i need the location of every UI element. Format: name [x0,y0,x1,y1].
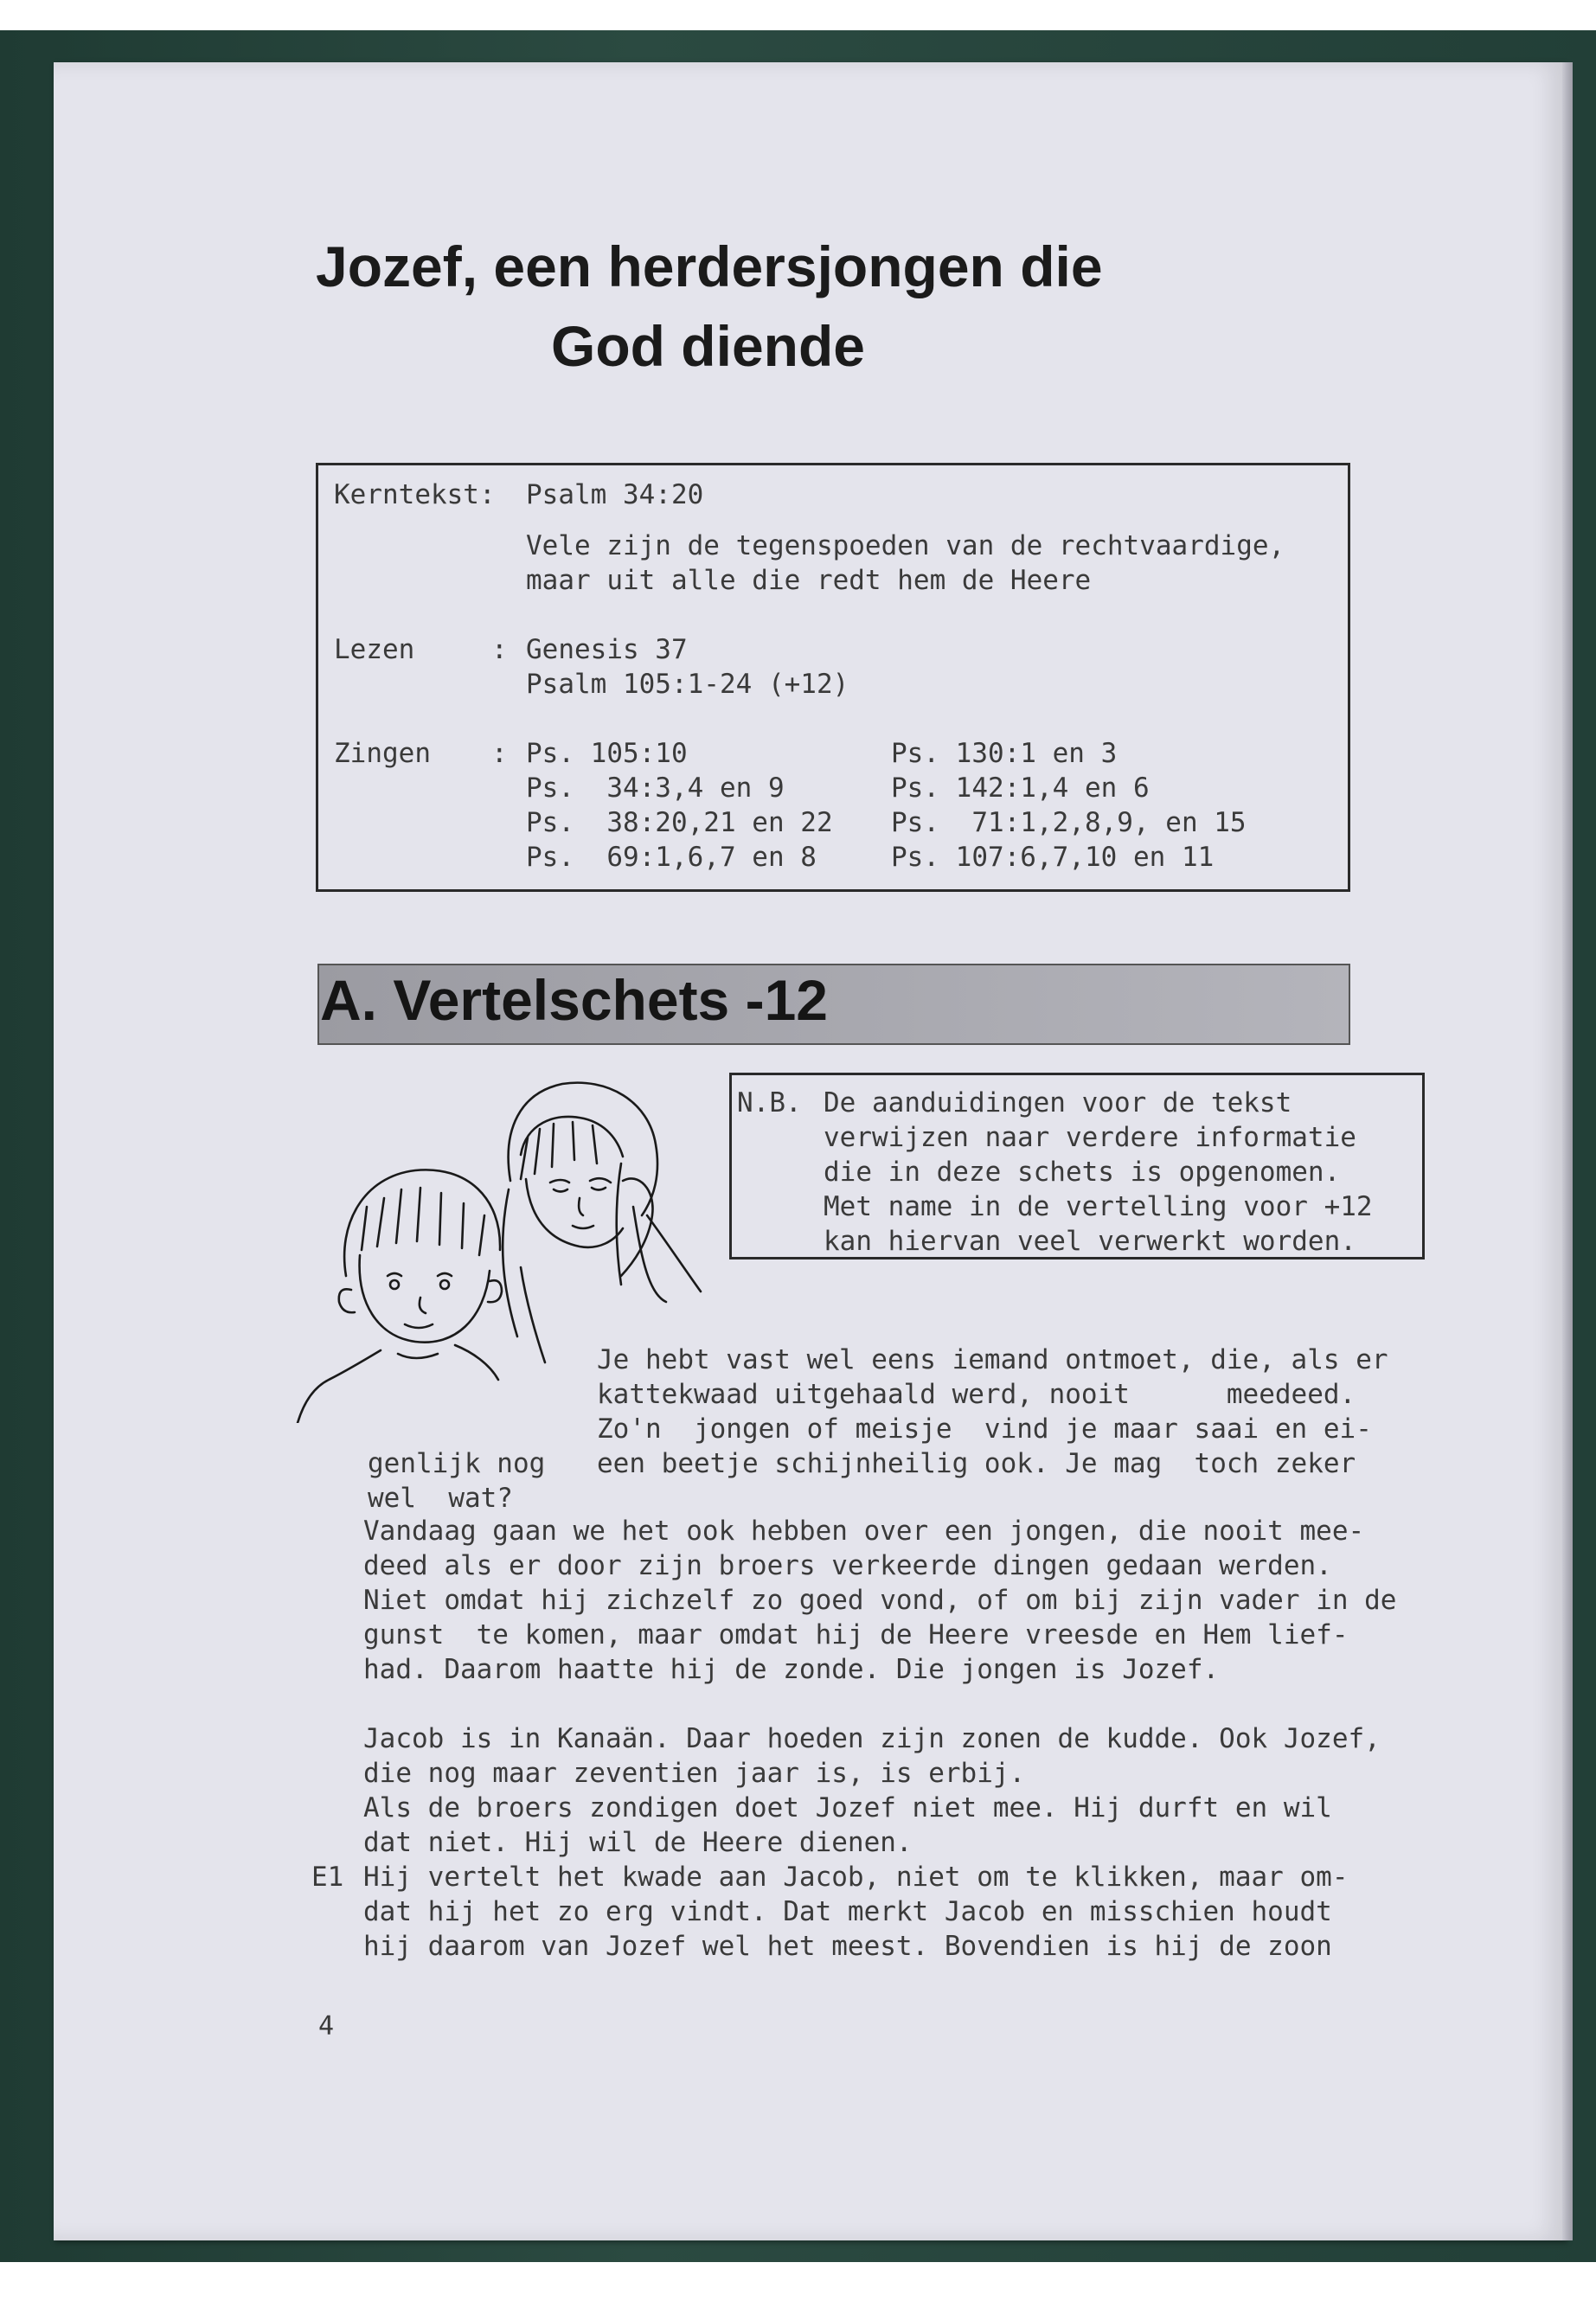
kerntekst-quote-2: maar uit alle die redt hem de Heere [526,565,1092,596]
page-number: 4 [318,2011,335,2041]
paragraph-4-line: Hij vertelt het kwade aan Jacob, niet om te klikken, maar om- [363,1862,1349,1893]
zingen-psalm: Ps. 107:6,7,10 en 11 [891,842,1215,873]
zingen-psalm: Ps. 34:3,4 en 9 [526,772,785,804]
nb-line: verwijzen naar verdere informatie [824,1122,1356,1153]
zingen-psalm: Ps. 38:20,21 en 22 [526,807,833,838]
paragraph-3-line: Als de broers zondigen doet Jozef niet mee. Hij durft en wil [363,1792,1332,1823]
paragraph-2-line: gunst te komen, maar omdat hij de Heere vreesde en Hem lief- [363,1619,1349,1650]
paragraph-1-line: wel wat? [368,1483,513,1514]
title-line-2: God diende [551,314,865,378]
zingen-psalm: Ps. 71:1,2,8,9, en 15 [891,807,1247,838]
lezen-sep: : [491,634,508,665]
nb-line: die in deze schets is opgenomen. [824,1157,1341,1188]
paragraph-4-line: hij daarom van Jozef wel het meest. Bovendien is hij de zoon [363,1931,1332,1962]
paragraph-2-line: had. Daarom haatte hij de zonde. Die jongen is Jozef. [363,1654,1220,1685]
title-line-1: Jozef, een herdersjongen die [316,234,1103,298]
paragraph-1-line: Je hebt vast wel eens iemand ontmoet, die, als er [597,1344,1388,1375]
lezen-line-1: Genesis 37 [526,634,688,665]
paragraph-1-line-right: een beetje schijnheilig ook. Je mag toch zeker [597,1448,1356,1479]
paragraph-2-line: Niet omdat hij zichzelf zo goed vond, of om bij zijn vader in de [363,1585,1397,1616]
paragraph-4-line: dat hij het zo erg vindt. Dat merkt Jacob en misschien houdt [363,1896,1332,1927]
paragraph-1-line: Zo'n jongen of meisje vind je maar saai en ei- [597,1413,1372,1445]
zingen-psalm: Ps. 142:1,4 en 6 [891,772,1150,804]
kerntekst-quote-1: Vele zijn de tegenspoeden van de rechtvaardige, [526,530,1285,561]
paragraph-2-line: deed als er door zijn broers verkeerde dingen gedaan werden. [363,1550,1332,1581]
lezen-label: Lezen [334,634,415,665]
nb-line: Met name in de vertelling voor +12 [824,1191,1373,1222]
margin-marker: E1 [311,1862,344,1893]
paragraph-3-line: Jacob is in Kanaän. Daar hoeden zijn zonen de kudde. Ook Jozef, [363,1723,1381,1754]
nb-note-box [729,1073,1425,1259]
paragraph-1-line-left: genlijk nog [368,1448,546,1479]
page-edge [1562,62,1573,2240]
lezen-line-2: Psalm 105:1-24 (+12) [526,669,849,700]
zingen-label: Zingen [334,738,431,769]
paragraph-1-line: kattekwaad uitgehaald werd, nooit meedeed. [597,1379,1356,1410]
paragraph-3-line: die nog maar zeventien jaar is, is erbij. [363,1758,1026,1789]
reference-box [316,463,1350,892]
kerntekst-value: Psalm 34:20 [526,479,704,510]
section-heading: A. Vertelschets -12 [320,968,828,1032]
nb-line: De aanduidingen voor de tekst [824,1087,1292,1118]
zingen-psalm: Ps. 130:1 en 3 [891,738,1118,769]
nb-line: kan hiervan veel verwerkt worden. [824,1226,1356,1257]
zingen-psalm: Ps. 69:1,6,7 en 8 [526,842,817,873]
zingen-psalm: Ps. 105:10 [526,738,688,769]
kerntekst-label: Kerntekst: [334,479,496,510]
paragraph-2-line: Vandaag gaan we het ook hebben over een jongen, die nooit mee- [363,1516,1365,1547]
page-title [316,227,1354,386]
paragraph-3-line: dat niet. Hij wil de Heere dienen. [363,1827,913,1858]
nb-prefix: N.B. [737,1087,802,1118]
zingen-sep: : [491,738,508,769]
